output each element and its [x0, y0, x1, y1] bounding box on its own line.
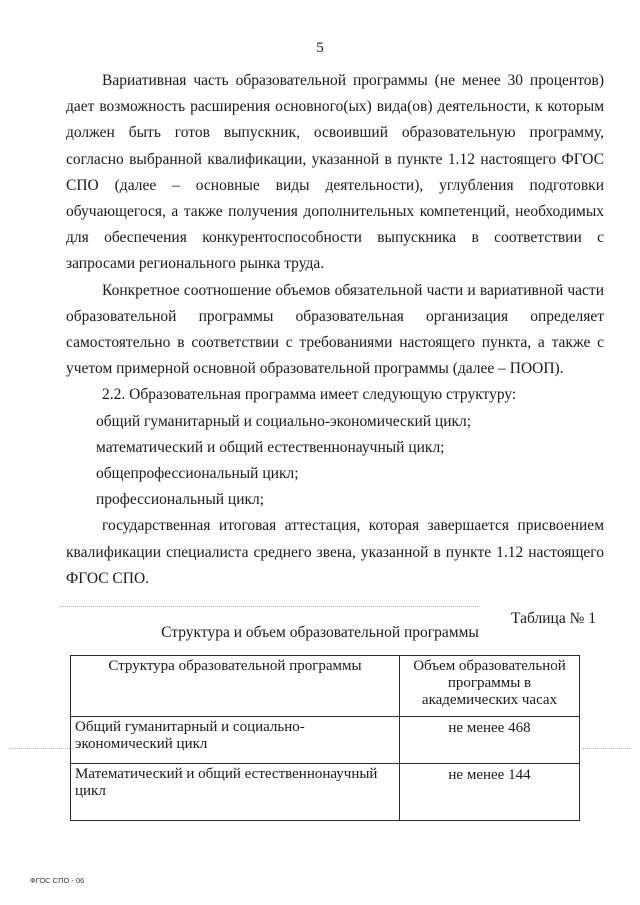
header-volume: Объем образовательной программы в академических часах	[400, 656, 580, 717]
list-item: профессиональный цикл;	[96, 491, 265, 509]
scan-dots-right	[582, 748, 632, 749]
footer-code: ФГОС СПО - 06	[30, 876, 85, 885]
scan-dots-top	[60, 606, 480, 607]
cell-volume: не менее 468	[400, 717, 580, 764]
list-item: общий гуманитарный и социально-экономический цикл;	[96, 412, 472, 430]
paragraph-ratio: Конкретное соотношение объемов обязательной части и вариативной части образовательной программы образовательная организация определяет самостоятельно в соответствии с требованиями настоящего пункта, а также с учетом примерной основной образовательной программы (далее – ПООП).	[66, 281, 604, 378]
table-title: Структура и объем образовательной программы	[161, 624, 479, 641]
table-number-label: Таблица № 1	[511, 610, 596, 627]
cell-volume: не менее 144	[400, 764, 580, 821]
paragraph-variative-part: Вариативная часть образовательной программы (не менее 30 процентов) дает возможность расширения основного(ых) вида(ов) деятельности, к которым должен быть готов выпускник, освоивший образовательную программу, согласно выбранной квалификации, указанной в пункте 1.12 настоящего ФГОС СПО (далее – основные виды деятельности), углубления подготовки обучающегося, а также получения дополнительных компетенций, необходимых для обеспечения конкурентоспособности выпускника в соответствии с запросами регионального рынка труда.	[66, 72, 604, 273]
cell-structure: Общий гуманитарный и социально-экономический цикл	[71, 717, 400, 764]
table-row	[71, 717, 580, 764]
table-header-row	[71, 656, 580, 717]
scan-dots-left	[10, 748, 70, 749]
paragraph-structure-intro: 2.2. Образовательная программа имеет следующую структуру:	[102, 386, 517, 404]
table-row	[71, 764, 580, 821]
list-item: математический и общий естественнонаучный цикл;	[96, 438, 445, 456]
page-number: 5	[316, 40, 324, 56]
structure-table	[70, 655, 580, 821]
body-text	[66, 68, 604, 592]
header-structure: Структура образовательной программы	[71, 656, 400, 717]
paragraph-final-attestation: государственная итоговая аттестация, которая завершается присвоением квалификации специалиста среднего звена, указанной в пункте 1.12 настоящего ФГОС СПО.	[66, 517, 604, 587]
list-item: общепрофессиональный цикл;	[96, 465, 299, 483]
cell-structure: Математический и общий естественнонаучный цикл	[71, 764, 400, 821]
